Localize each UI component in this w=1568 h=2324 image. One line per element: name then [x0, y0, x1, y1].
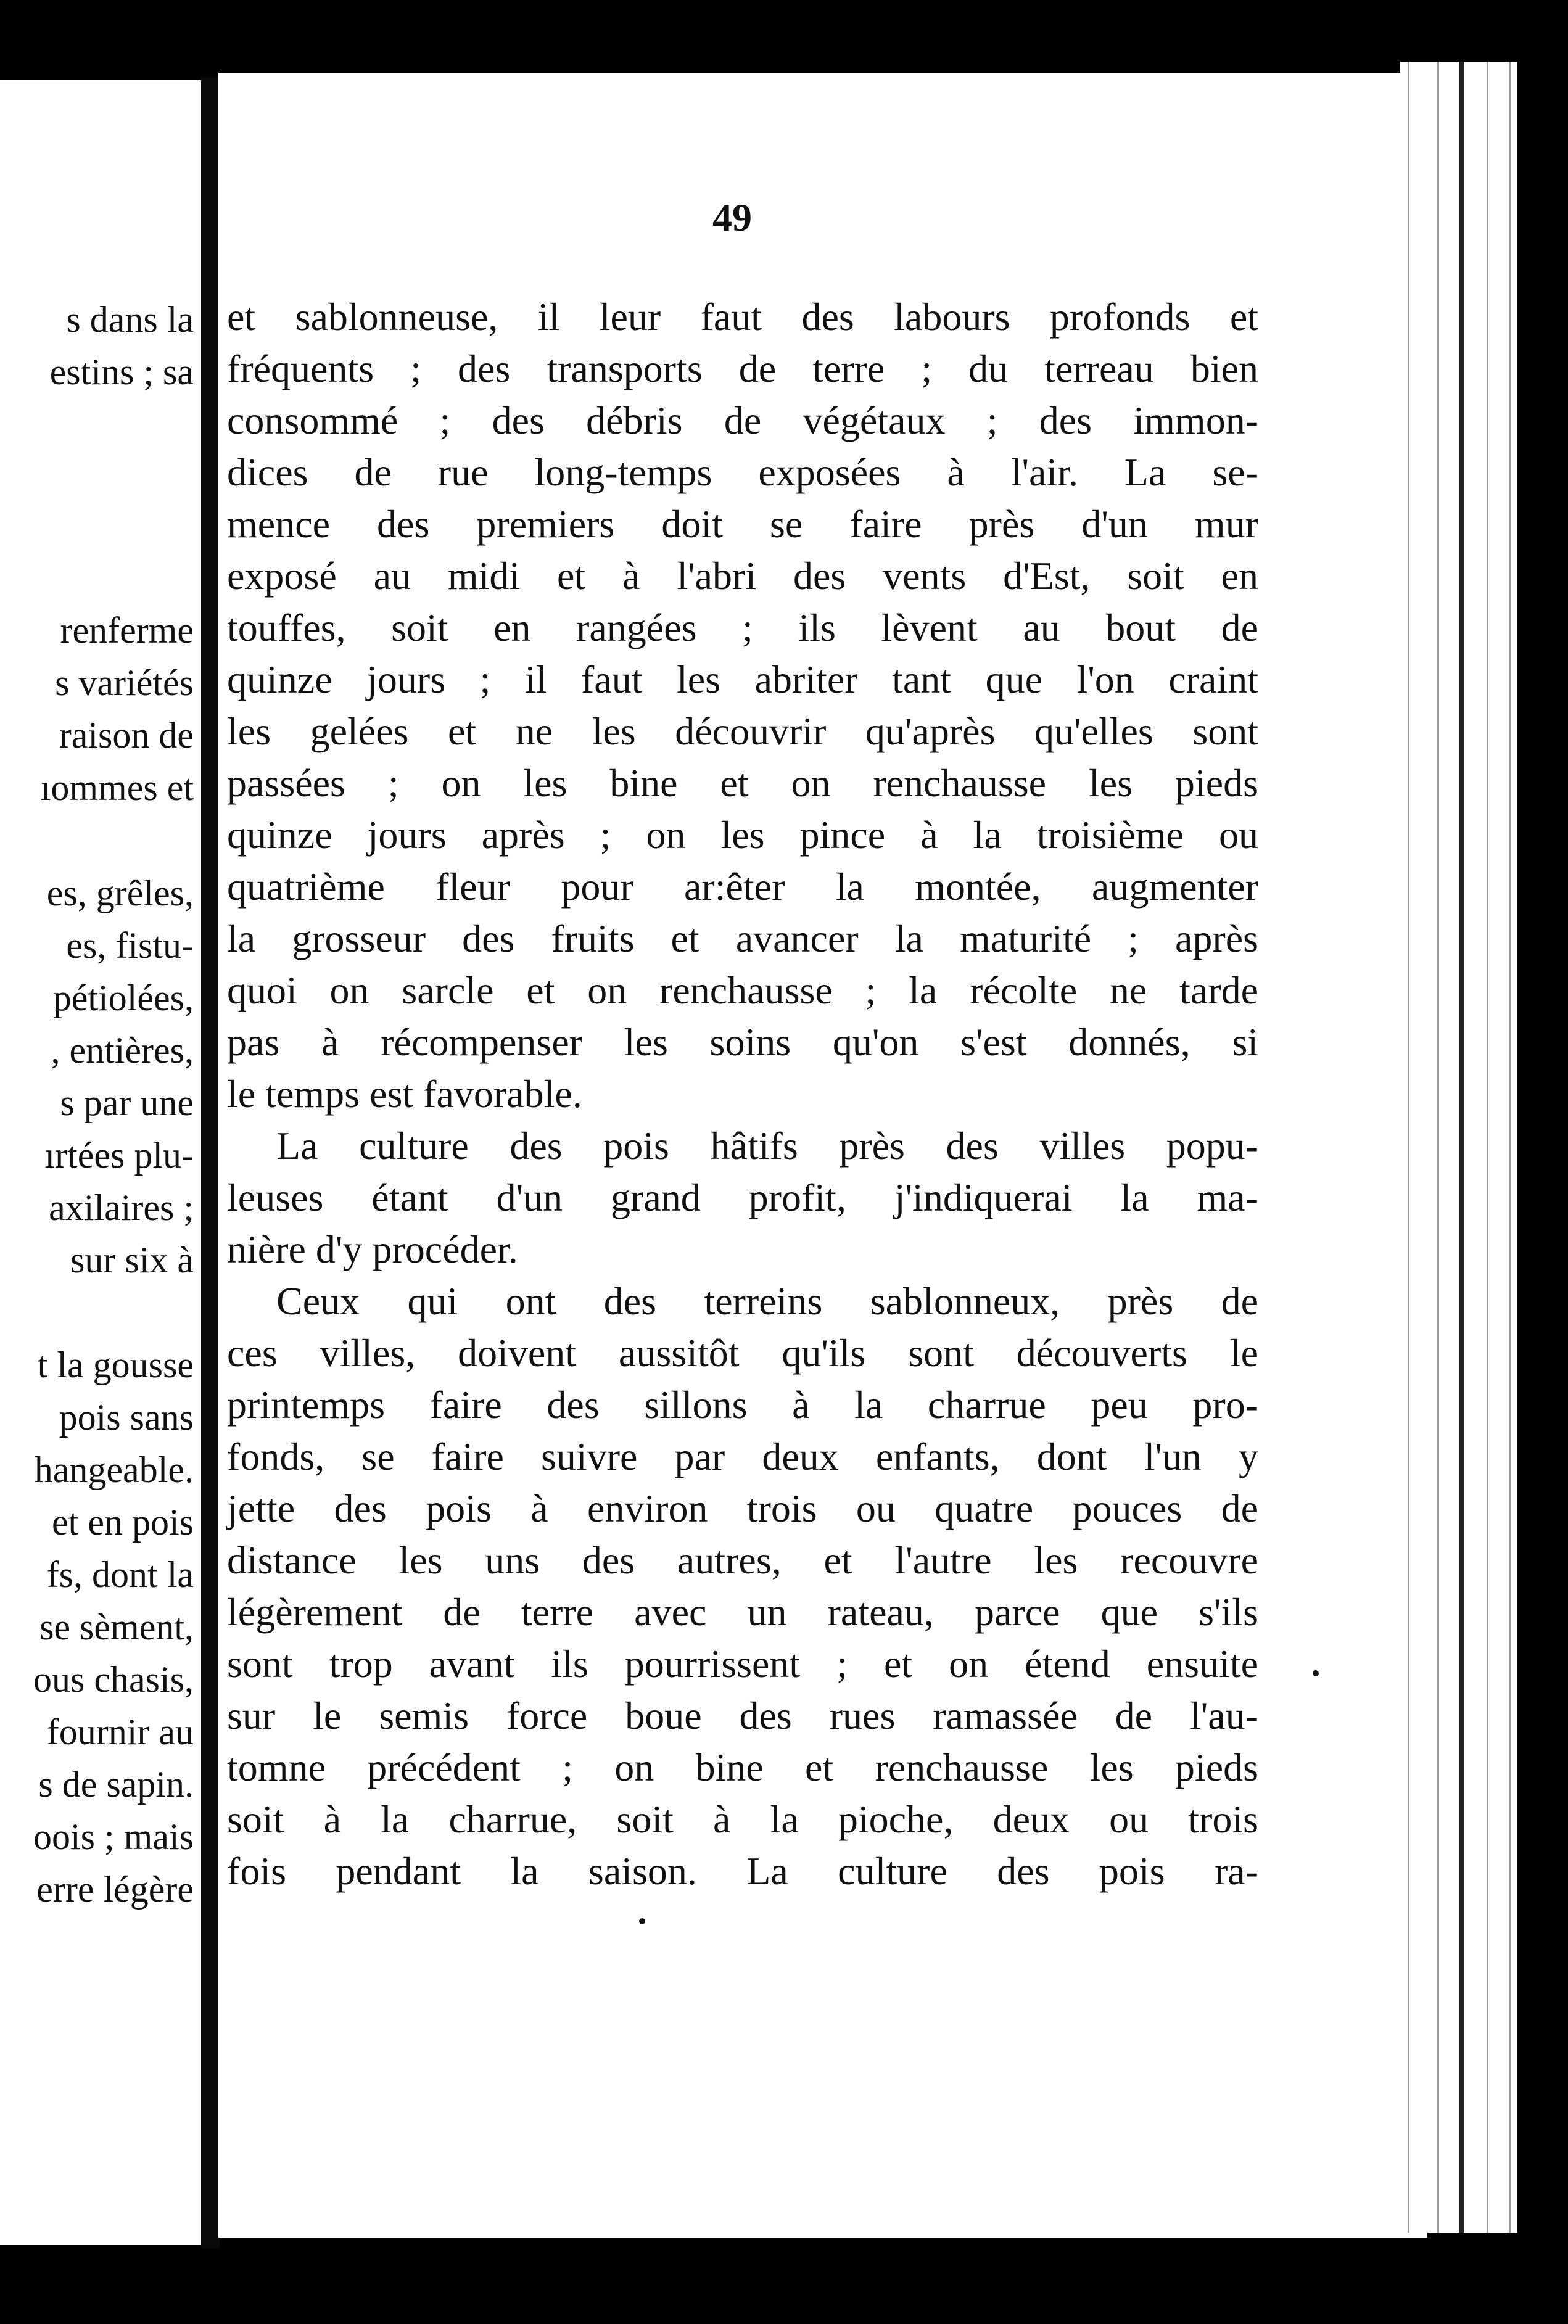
book-gutter	[201, 77, 220, 2248]
ink-speck	[1313, 1670, 1319, 1676]
body-line: Ceux qui ont des terreins sablonneux, près de	[276, 1279, 1258, 1323]
left-page-line: pétiolées,	[52, 978, 194, 1018]
left-page-line: renferme	[60, 610, 194, 651]
body-line: tomne précédent ; on bine et renchausse les pieds	[227, 1745, 1258, 1789]
body-line: quinze jours ; il faut les abriter tant que l'on craint	[227, 657, 1258, 701]
body-line: passées ; on les bine et on renchausse les pieds	[227, 761, 1258, 805]
body-line: printemps faire des sillons à la charrue peu pro-	[227, 1383, 1258, 1427]
body-line: la grosseur des fruits et avancer la maturité ; après	[227, 917, 1258, 960]
left-page-line: fournir au	[46, 1712, 194, 1752]
body-line: La culture des pois hâtifs près des villes popu-	[276, 1124, 1258, 1168]
left-page-line: ırtées plu-	[44, 1135, 194, 1176]
left-page-line: se sèment,	[39, 1607, 194, 1647]
body-line: quinze jours après ; on les pince à la troisième ou	[227, 813, 1258, 857]
page-edges	[1400, 62, 1517, 2233]
body-line: leuses étant d'un grand profit, j'indiquerai la ma-	[227, 1176, 1258, 1219]
body-line: quoi on sarcle et on renchausse ; la récolte ne tarde	[227, 968, 1258, 1012]
page-body-text	[227, 291, 1258, 1897]
left-page-line: axilaires ;	[49, 1187, 194, 1228]
body-line: exposé au midi et à l'abri des vents d'Est, soit en	[227, 554, 1258, 598]
body-line: pas à récompenser les soins qu'on s'est donnés, si	[227, 1020, 1258, 1064]
left-page-line: fs, dont la	[46, 1554, 194, 1595]
body-line: jette des pois à environ trois ou quatre pouces de	[227, 1486, 1258, 1530]
left-page-line: erre légère	[36, 1869, 194, 1910]
left-page-line: raison de	[59, 715, 194, 756]
left-page-line: et en pois	[52, 1502, 194, 1543]
body-line: mence des premiers doit se faire près d'un mur	[227, 502, 1258, 546]
body-line: consommé ; des débris de végétaux ; des immon-	[227, 398, 1258, 442]
left-page-line: t la gousse	[37, 1345, 194, 1385]
body-line: dices de rue long-temps exposées à l'air. La se-	[227, 450, 1258, 494]
left-page-line: ous chasis,	[33, 1659, 194, 1700]
left-page-line: estins ; sa	[49, 352, 194, 392]
ink-speck	[639, 1918, 645, 1924]
body-line: ces villes, doivent aussitôt qu'ils sont découverts le	[227, 1331, 1258, 1375]
body-line: les gelées et ne les découvrir qu'après qu'elles sont	[227, 709, 1258, 753]
body-line: fréquents ; des transports de terre ; du terreau bien	[227, 347, 1258, 390]
left-page-line: oois ; mais	[33, 1816, 194, 1857]
left-page-line: , entières,	[51, 1030, 194, 1071]
left-page-line: s de sapin.	[38, 1764, 194, 1805]
body-line: nière d'y procéder.	[227, 1227, 518, 1271]
left-page-line: es, fistu-	[66, 925, 194, 966]
body-line: le temps est favorable.	[227, 1072, 582, 1116]
body-line: fonds, se faire suivre par deux enfants, dont l'un y	[227, 1435, 1258, 1478]
left-page-line: ıommes et	[40, 767, 194, 808]
page-number: 49	[712, 196, 752, 239]
body-line: sur le semis force boue des rues ramassée de l'au-	[227, 1694, 1258, 1737]
left-page-line: s variétés	[55, 662, 194, 703]
left-page-line: es, grêles,	[46, 873, 194, 913]
body-line: quatrième fleur pour ar:êter la montée, augmenter	[227, 865, 1258, 909]
body-line: distance les uns des autres, et l'autre les recouvre	[227, 1538, 1258, 1582]
body-line: touffes, soit en rangées ; ils lèvent au bout de	[227, 606, 1258, 649]
left-page-line: sur six à	[70, 1240, 194, 1280]
body-line: soit à la charrue, soit à la pioche, deux ou trois	[227, 1797, 1258, 1841]
body-line: fois pendant la saison. La culture des pois ra-	[227, 1849, 1258, 1893]
left-page-line: s dans la	[66, 299, 194, 340]
body-line: et sablonneuse, il leur faut des labours profonds et	[227, 295, 1258, 339]
left-page-line: pois sans	[59, 1397, 194, 1438]
left-page-line: hangeable.	[34, 1449, 194, 1490]
left-page	[0, 80, 202, 2245]
left-page-line: s par une	[60, 1082, 194, 1123]
body-line: légèrement de terre avec un rateau, parce que s'ils	[227, 1590, 1258, 1634]
body-line: sont trop avant ils pourrissent ; et on étend ensuite	[227, 1642, 1258, 1686]
